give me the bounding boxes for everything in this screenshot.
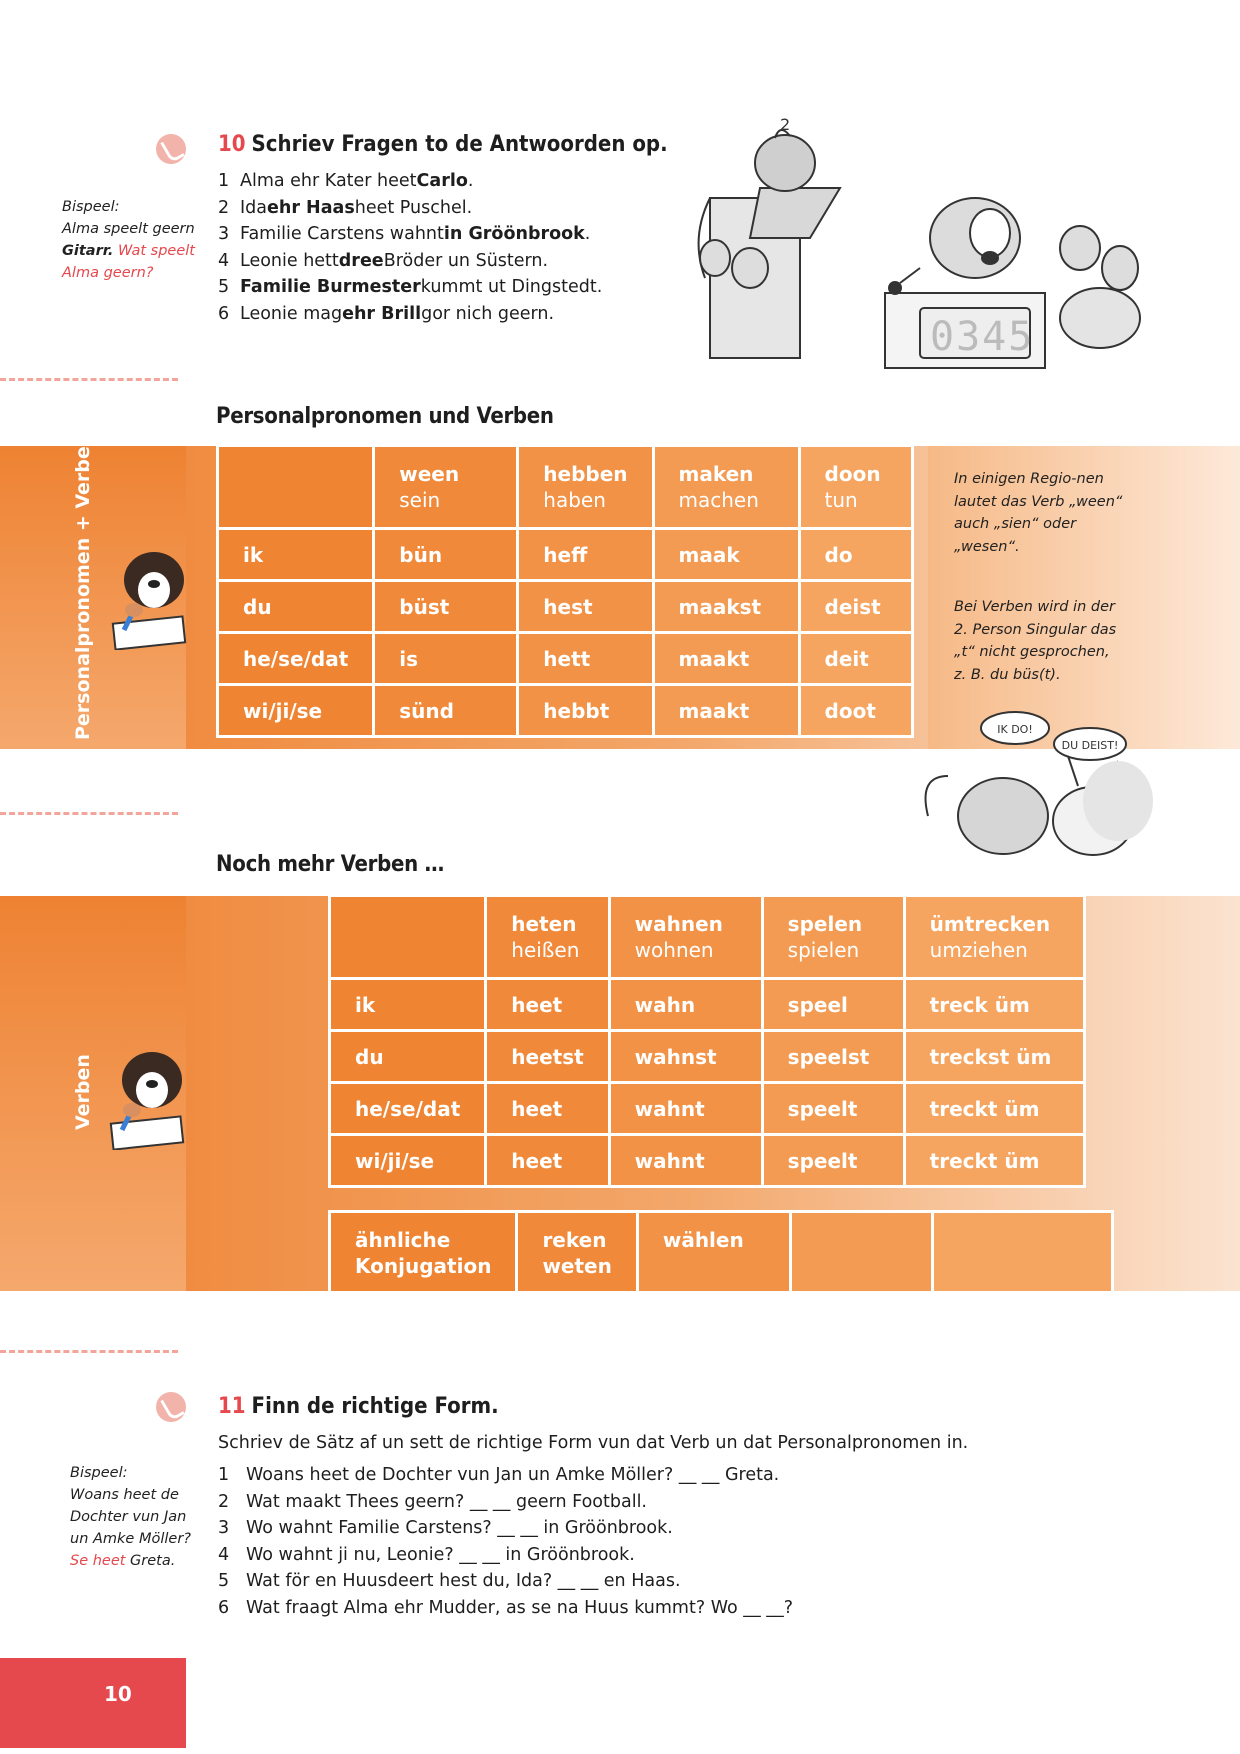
exercise-11-title	[218, 1394, 499, 1419]
item-text-post: Bröder un Süstern.	[383, 250, 549, 271]
item-number: 5	[218, 1571, 230, 1591]
verb-form-cell: do	[799, 529, 912, 581]
example-text: Woans heet de Dochter vun Jan un Amke Möller?	[70, 1487, 191, 1547]
verb-form-cell: deist	[799, 581, 912, 633]
header-empty-cell	[218, 446, 374, 529]
verb-form-cell: hett	[518, 633, 653, 685]
item-text: Wat för en Huusdeert hest du, Ida? __ __ en Haas.	[246, 1571, 681, 1591]
verb-infinitive-low-german: hebben	[543, 462, 628, 486]
item-text-bold: dree	[338, 250, 384, 271]
item-number: 5	[218, 277, 230, 297]
similar-col-heten	[517, 1212, 637, 1293]
item-number: 6	[218, 303, 230, 324]
item-number: 4	[218, 1544, 230, 1565]
item-number: 1	[218, 1465, 230, 1485]
verb-form-cell: maakt	[653, 633, 799, 685]
table-row	[218, 633, 913, 685]
note-second-person: Bei Verben wird in der 2. Person Singular das „t“ nicht gesprochen, z. B. du büs(t).	[954, 599, 1117, 683]
verb-infinitive-german: haben	[543, 488, 606, 512]
similar-verb-reken: reken	[542, 1228, 607, 1252]
verb-infinitive-german: sein	[399, 488, 441, 512]
item-text-post: .	[467, 171, 474, 191]
exercise-item	[218, 168, 602, 195]
verb-infinitive-german: spielen	[787, 938, 860, 962]
example-note	[62, 196, 202, 284]
item-number: 4	[218, 250, 230, 271]
verb-form-cell: speel	[762, 979, 904, 1031]
item-text-post: .	[584, 224, 591, 244]
side-label-pronouns: Personalpronomen + Verben	[72, 432, 94, 740]
verb-header-cell	[799, 446, 912, 529]
verb-form-cell: maak	[653, 529, 799, 581]
verb-infinitive-german: machen	[678, 488, 759, 512]
exercise-item	[218, 1542, 793, 1569]
example-note	[70, 1462, 200, 1572]
verb-infinitive-low-german: ümtrecken	[929, 912, 1051, 936]
note-region-verb: In einigen Regio-nen lautet das Verb „ween“ auch „sien“ oder „wesen“.	[954, 471, 1123, 555]
verb-form-cell: speelt	[762, 1083, 904, 1135]
item-text-post: heet Puschel.	[354, 197, 473, 218]
exercise-11-list	[218, 1462, 793, 1621]
exercise-item	[218, 195, 602, 222]
verb-infinitive-german: heißen	[511, 938, 580, 962]
similar-label-line1: ähnliche	[355, 1228, 451, 1252]
verb-form-cell: maakst	[653, 581, 799, 633]
similar-col-wahnen	[637, 1212, 790, 1293]
verb-form-cell: hest	[518, 581, 653, 633]
exercise-item	[218, 1489, 793, 1516]
table-row	[218, 685, 913, 737]
item-text-pre: Ida	[240, 197, 267, 218]
exercise-11-instruction: Schriev de Sätz af un sett de richtige Form vun dat Verb un dat Personalpronomen in.	[218, 1433, 969, 1453]
exercise-title-text: Schriev Fragen to de Antwoorden op.	[251, 132, 668, 157]
pronoun-verb-table	[216, 444, 914, 738]
pronoun-cell: ik	[330, 979, 486, 1031]
verb-form-cell: heet	[486, 1135, 609, 1187]
exercise-number: 10	[218, 132, 246, 157]
verb-header-cell	[653, 446, 799, 529]
verb-form-cell: heetst	[486, 1031, 609, 1083]
exercise-item	[218, 248, 602, 275]
similar-label	[330, 1212, 517, 1293]
section-heading-more-verbs: Noch mehr Verben …	[216, 852, 444, 877]
verb-form-cell: heff	[518, 529, 653, 581]
item-text-pre: Leonie mag	[240, 303, 343, 324]
verb-infinitive-low-german: heten	[511, 912, 577, 936]
example-answer: Wat speelt Alma geern?	[62, 243, 195, 281]
pronoun-cell: wi/ji/se	[330, 1135, 486, 1187]
item-text-post: gor nich geern.	[421, 303, 555, 324]
item-text-bold: Familie Burmester	[240, 277, 421, 297]
verb-form-cell: wahnt	[609, 1083, 762, 1135]
exercise-item	[218, 1515, 793, 1542]
example-label: Bispeel:	[62, 199, 120, 215]
verb-form-cell: heet	[486, 979, 609, 1031]
verb-infinitive-low-german: spelen	[787, 912, 863, 936]
table-row	[330, 1135, 1085, 1187]
verb-header-cell	[486, 896, 609, 979]
pronoun-cell: du	[218, 581, 374, 633]
verb-infinitive-low-german: maken	[678, 462, 754, 486]
verb-form-cell: bün	[374, 529, 518, 581]
more-verbs-table	[328, 894, 1086, 1188]
display-counter: 0345	[930, 314, 1035, 360]
similar-label-line2: Konjugation	[355, 1254, 492, 1278]
verb-infinitive-german: tun	[824, 488, 858, 512]
item-number: 3	[218, 1518, 230, 1538]
section-heading-pronouns: Personalpronomen und Verben	[216, 404, 554, 429]
table-row	[330, 1031, 1085, 1083]
pronoun-cell: he/se/dat	[218, 633, 374, 685]
exercise-icon	[156, 134, 186, 164]
table-row	[330, 1083, 1085, 1135]
cartoon-press-conference	[690, 118, 1160, 370]
pronoun-cell: he/se/dat	[330, 1083, 486, 1135]
dashed-divider	[0, 1350, 178, 1353]
svg-text:2: 2	[780, 118, 791, 134]
verb-form-cell: deit	[799, 633, 912, 685]
item-text-pre: Familie Carstens wahnt	[240, 224, 444, 244]
verb-form-cell: is	[374, 633, 518, 685]
similar-conjugation-table	[328, 1210, 1114, 1294]
similar-verb-weten: weten	[542, 1254, 612, 1278]
item-text-bold: Carlo	[416, 171, 468, 191]
verb-header-cell	[762, 896, 904, 979]
example-answer-rest: Greta.	[125, 1553, 176, 1569]
pronoun-cell: ik	[218, 529, 374, 581]
verb-form-cell: büst	[374, 581, 518, 633]
verb-header-cell	[904, 896, 1084, 979]
dashed-divider	[0, 812, 178, 815]
pronoun-cell: wi/ji/se	[218, 685, 374, 737]
speech-bubble-1: IK DO!	[997, 723, 1033, 736]
side-label-verbs: Verben	[72, 1054, 94, 1130]
verb-form-cell: wahnt	[609, 1135, 762, 1187]
example-answer-red: Se heet	[70, 1553, 126, 1569]
verb-form-cell: maakt	[653, 685, 799, 737]
verb-form-cell: wahnst	[609, 1031, 762, 1083]
item-number: 2	[218, 197, 230, 218]
item-text: Wo wahnt ji nu, Leonie? __ __ in Gröönbrook.	[246, 1544, 635, 1565]
verb-header-cell	[609, 896, 762, 979]
exercise-item	[218, 1595, 793, 1622]
exercise-item	[218, 274, 602, 301]
item-number: 1	[218, 171, 230, 191]
verb-form-cell: speelst	[762, 1031, 904, 1083]
page-number: 10	[104, 1682, 132, 1706]
header-empty-cell	[330, 896, 486, 979]
verb-form-cell: speelt	[762, 1135, 904, 1187]
verb-form-cell: heet	[486, 1083, 609, 1135]
exercise-item	[218, 1568, 793, 1595]
item-number: 6	[218, 1597, 230, 1618]
verb-form-cell: hebbt	[518, 685, 653, 737]
exercise-icon	[156, 1392, 186, 1422]
exercise-item	[218, 1462, 793, 1489]
item-text: Wat fraagt Alma ehr Mudder, as se na Huus kummt? Wo __ __?	[246, 1597, 794, 1618]
dog-writing-icon	[102, 1040, 190, 1150]
dog-writing-icon	[104, 540, 192, 650]
item-text: Wat maakt Thees geern? __ __ geern Football.	[246, 1491, 647, 1512]
verb-form-cell: treckst üm	[904, 1031, 1084, 1083]
example-bold: Gitarr.	[62, 243, 114, 259]
verb-form-cell: doot	[799, 685, 912, 737]
table-row	[218, 529, 913, 581]
item-text-pre: Leonie hett	[240, 250, 339, 271]
exercise-10-list	[218, 168, 602, 327]
cartoon-cat-rabbit	[908, 706, 1158, 866]
item-number: 2	[218, 1491, 230, 1512]
item-text-post: kummt ut Dingstedt.	[420, 277, 603, 297]
dashed-divider	[0, 378, 178, 381]
page-number-tab	[0, 1658, 186, 1748]
similar-col-spelen	[790, 1212, 932, 1293]
verb-form-cell: sünd	[374, 685, 518, 737]
item-text-bold: ehr Haas	[267, 197, 355, 218]
table-row	[330, 979, 1085, 1031]
verb-form-cell: treckt üm	[904, 1083, 1084, 1135]
exercise-item	[218, 221, 602, 248]
item-text: Wo wahnt Familie Carstens? __ __ in Gröönbrook.	[246, 1518, 673, 1538]
exercise-title-text: Finn de richtige Form.	[251, 1394, 499, 1419]
item-text-bold: in Gröönbrook	[443, 224, 585, 244]
example-line: Alma speelt geern	[62, 221, 195, 237]
verb-infinitive-low-german: doon	[824, 462, 881, 486]
item-text-pre: Alma ehr Kater heet	[240, 171, 417, 191]
item-text: Woans heet de Dochter vun Jan un Amke Möller? __ __ Greta.	[246, 1465, 780, 1485]
table-row	[218, 581, 913, 633]
similar-verb-waehlen: wählen	[662, 1228, 744, 1252]
verb-infinitive-low-german: wahnen	[634, 912, 723, 936]
example-label: Bispeel:	[70, 1465, 128, 1481]
verb-header-cell	[374, 446, 518, 529]
verb-infinitive-low-german: ween	[399, 462, 460, 486]
similar-col-uemtrecken	[932, 1212, 1112, 1293]
verb-form-cell: treckt üm	[904, 1135, 1084, 1187]
speech-bubble-2: DU DEIST!	[1061, 739, 1119, 752]
verb-form-cell: wahn	[609, 979, 762, 1031]
verb-infinitive-german: wohnen	[634, 938, 714, 962]
verb-infinitive-german: umziehen	[929, 938, 1028, 962]
verb-header-cell	[518, 446, 653, 529]
verb-form-cell: treck üm	[904, 979, 1084, 1031]
pronoun-cell: du	[330, 1031, 486, 1083]
exercise-number: 11	[218, 1394, 246, 1419]
exercise-item	[218, 301, 602, 328]
exercise-10-title	[218, 132, 668, 157]
item-text-bold: ehr Brill	[342, 303, 422, 324]
item-number: 3	[218, 224, 230, 244]
